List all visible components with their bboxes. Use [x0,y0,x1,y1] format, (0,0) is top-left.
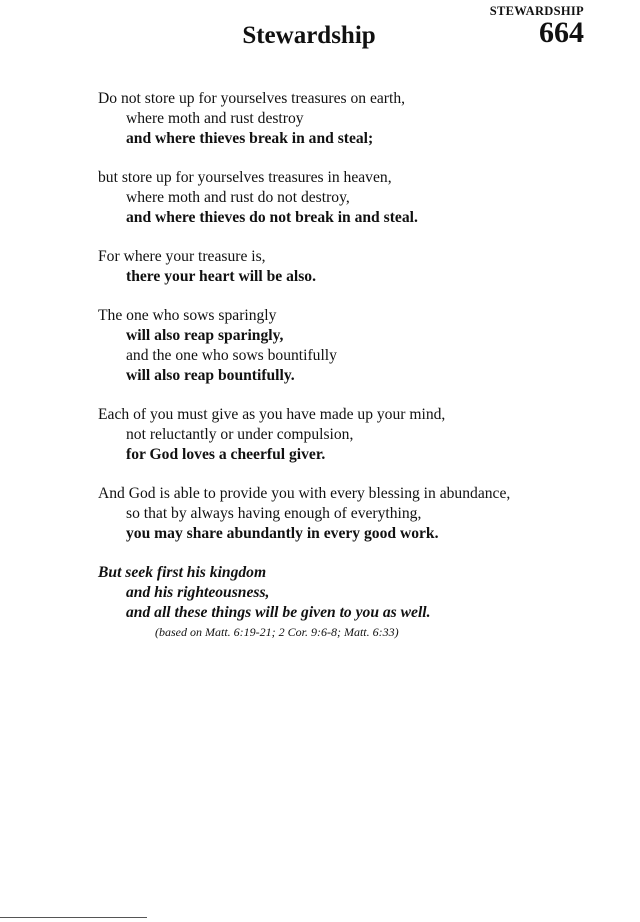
leader-line: where moth and rust destroy [126,110,304,127]
response-line: will also reap sparingly, [126,327,284,344]
response-line: and where thieves break in and steal; [126,130,374,147]
unison-line: But seek first his kingdom [98,564,267,581]
unison-line: and all these things will be given to you as well. [126,604,431,621]
page-title: Stewardship [242,22,376,49]
section-label: STEWARDSHIP [489,4,584,18]
stanza-4 [98,306,598,386]
leader-line: For where your treasure is, [98,248,266,265]
stanza-7 [98,563,598,641]
response-line: you may share abundantly in every good work. [126,525,439,542]
leader-line: Do not store up for yourselves treasures on earth, [98,90,406,107]
page-number: 664 [539,16,584,49]
leader-line: so that by always having enough of everything, [126,505,422,522]
leader-line: not reluctantly or under compulsion, [126,426,354,443]
leader-line: The one who sows sparingly [98,307,277,324]
scripture-source: (based on Matt. 6:19-21; 2 Cor. 9:6-8; Matt. 6:33) [155,625,399,639]
stanza-6 [98,484,598,544]
leader-line: And God is able to provide you with every blessing in abundance, [98,485,511,502]
reading-body [98,89,598,660]
response-line: there your heart will be also. [126,268,316,285]
unison-line: and his righteousness, [126,584,270,601]
stanza-2 [98,168,598,228]
leader-line: but store up for yourselves treasures in heaven, [98,169,392,186]
stanza-3 [98,247,598,287]
stanza-1 [98,89,598,149]
response-line: will also reap bountifully. [126,367,295,384]
leader-line: where moth and rust do not destroy, [126,189,350,206]
leader-line: and the one who sows bountifully [126,347,337,364]
leader-line: Each of you must give as you have made up your mind, [98,406,446,423]
response-line: for God loves a cheerful giver. [126,446,326,463]
response-line: and where thieves do not break in and steal. [126,209,418,226]
footer-rule [0,917,147,918]
stanza-5 [98,405,598,465]
